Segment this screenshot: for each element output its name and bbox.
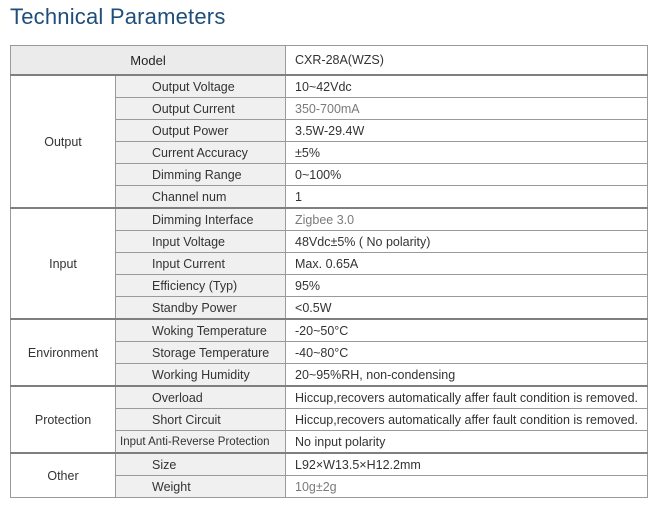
param-label: Storage Temperature — [116, 342, 286, 364]
param-value: 1 — [286, 186, 648, 209]
param-label: Dimming Interface — [116, 208, 286, 231]
param-label: Output Voltage — [116, 75, 286, 98]
param-label: Standby Power — [116, 297, 286, 320]
param-label: Short Circuit — [116, 409, 286, 431]
group-label-output: Output — [11, 75, 116, 208]
param-label: Size — [116, 453, 286, 476]
param-label: Channel num — [116, 186, 286, 209]
param-value: ±5% — [286, 142, 648, 164]
param-value: 350-700mA — [286, 98, 648, 120]
table-row — [11, 453, 648, 476]
param-label: Dimming Range — [116, 164, 286, 186]
param-value: 95% — [286, 275, 648, 297]
param-value: Max. 0.65A — [286, 253, 648, 275]
table-row — [11, 75, 648, 98]
param-label: Efficiency (Typ) — [116, 275, 286, 297]
param-value: Hiccup,recovers automatically affer fault condition is removed. — [286, 409, 648, 431]
table-row — [11, 319, 648, 342]
param-label: Input Voltage — [116, 231, 286, 253]
param-value: 0~100% — [286, 164, 648, 186]
param-value: 10g±2g — [286, 476, 648, 498]
param-label: Weight — [116, 476, 286, 498]
param-label: Output Power — [116, 120, 286, 142]
param-value: Zigbee 3.0 — [286, 208, 648, 231]
model-value: CXR-28A(WZS) — [286, 46, 648, 76]
param-value: No input polarity — [286, 431, 648, 454]
page-title: Technical Parameters — [10, 4, 226, 29]
param-value: Hiccup,recovers automatically affer fault condition is removed. — [286, 386, 648, 409]
group-label-input: Input — [11, 208, 116, 319]
param-label: Working Humidity — [116, 364, 286, 387]
param-label: Output Current — [116, 98, 286, 120]
param-label: Overload — [116, 386, 286, 409]
table-row — [11, 208, 648, 231]
param-value: -40~80°C — [286, 342, 648, 364]
param-label: Input Current — [116, 253, 286, 275]
group-label-other: Other — [11, 453, 116, 498]
technical-parameters-table — [10, 45, 648, 498]
param-value: -20~50°C — [286, 319, 648, 342]
param-value: <0.5W — [286, 297, 648, 320]
param-value: 10~42Vdc — [286, 75, 648, 98]
param-label: Current Accuracy — [116, 142, 286, 164]
group-label-environment: Environment — [11, 319, 116, 386]
param-value: 3.5W-29.4W — [286, 120, 648, 142]
param-value: 20~95%RH, non-condensing — [286, 364, 648, 387]
model-label: Model — [11, 46, 286, 76]
param-value: 48Vdc±5% ( No polarity) — [286, 231, 648, 253]
table-row — [11, 386, 648, 409]
param-value: L92×W13.5×H12.2mm — [286, 453, 648, 476]
model-row — [11, 46, 648, 76]
group-label-protection: Protection — [11, 386, 116, 453]
param-label: Woking Temperature — [116, 319, 286, 342]
param-label: Input Anti-Reverse Protection — [116, 431, 286, 454]
